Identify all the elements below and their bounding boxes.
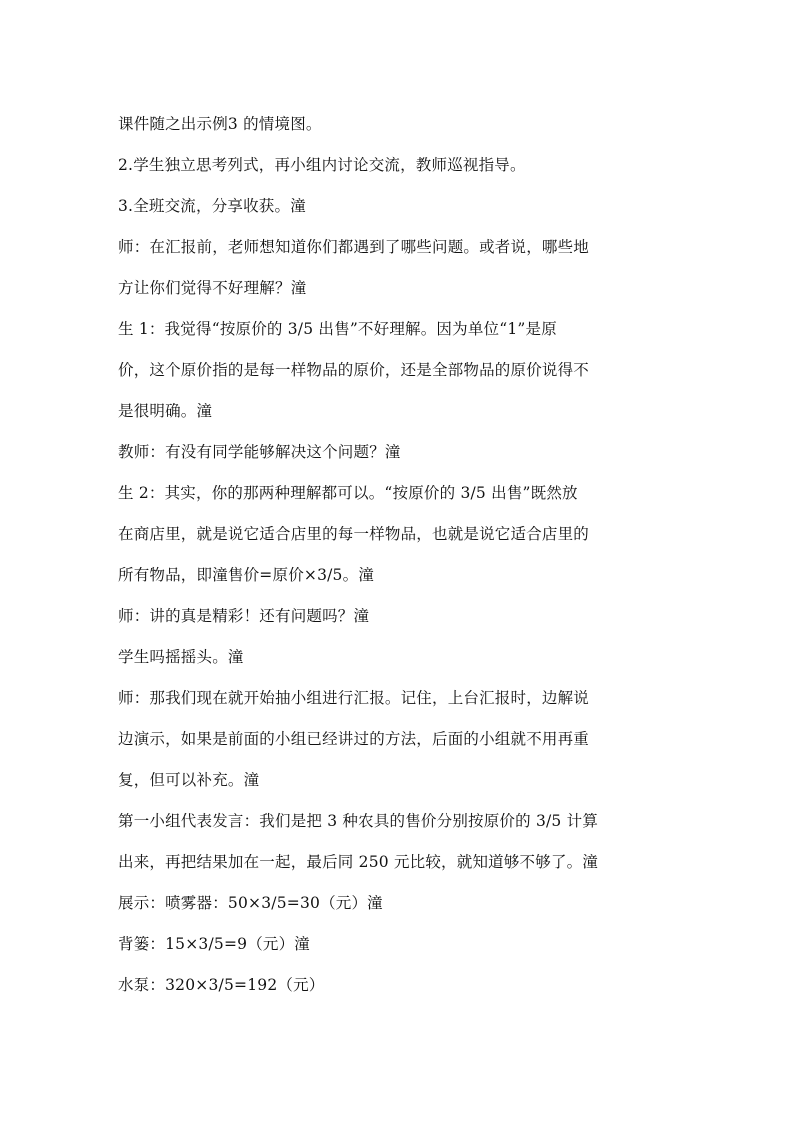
paragraph-line: 所有物品，即潼售价=原价×3/5。潼: [118, 566, 375, 584]
paragraph-line: 方让你们觉得不好理解？潼: [118, 279, 307, 297]
paragraph-line: 学生吗摇摇头。潼: [118, 648, 244, 666]
paragraph-line: 在商店里，就是说它适合店里的每一样物品，也就是说它适合店里的: [118, 525, 590, 543]
paragraph-line: 复，但可以补充。潼: [118, 771, 260, 789]
paragraph-line: 课件随之出示例3 的情境图。: [118, 115, 322, 133]
paragraph-line: 价，这个原价指的是每一样物品的原价，还是全部物品的原价说得不: [118, 361, 590, 379]
paragraph-line: 生 2：其实，你的那两种理解都可以。“按原价的 3/5 出售”既然放: [118, 484, 578, 502]
paragraph-line: 2.学生独立思考列式，再小组内讨论交流，教师巡视指导。: [118, 156, 526, 174]
paragraph-line: 是很明确。潼: [118, 402, 213, 420]
paragraph-line: 边演示，如果是前面的小组已经讲过的方法，后面的小组就不用再重: [118, 730, 590, 748]
paragraph-line: 第一小组代表发言：我们是把 3 种农具的售价分别按原价的 3/5 计算: [118, 812, 599, 830]
paragraph-line: 师：讲的真是精彩！还有问题吗？潼: [118, 607, 370, 625]
paragraph-line: 生 1：我觉得“按原价的 3/5 出售”不好理解。因为单位“1”是原: [118, 320, 557, 338]
paragraph-line: 背篓：15×3/5=9（元）潼: [118, 935, 311, 953]
paragraph-line: 师：在汇报前，老师想知道你们都遇到了哪些问题。或者说，哪些地: [118, 238, 590, 256]
paragraph-line: 师：那我们现在就开始抽小组进行汇报。记住，上台汇报时，边解说: [118, 689, 590, 707]
paragraph-line: 3.全班交流，分享收获。潼: [118, 197, 306, 215]
paragraph-line: 教师：有没有同学能够解决这个问题？潼: [118, 443, 401, 461]
paragraph-line: 出来，再把结果加在一起，最后同 250 元比较，就知道够不够了。潼: [118, 853, 599, 871]
paragraph-line: 展示：喷雾器：50×3/5=30（元）潼: [118, 894, 383, 912]
document-body: [118, 104, 678, 1006]
paragraph-line: 水泵：320×3/5=192（元）: [118, 976, 325, 994]
